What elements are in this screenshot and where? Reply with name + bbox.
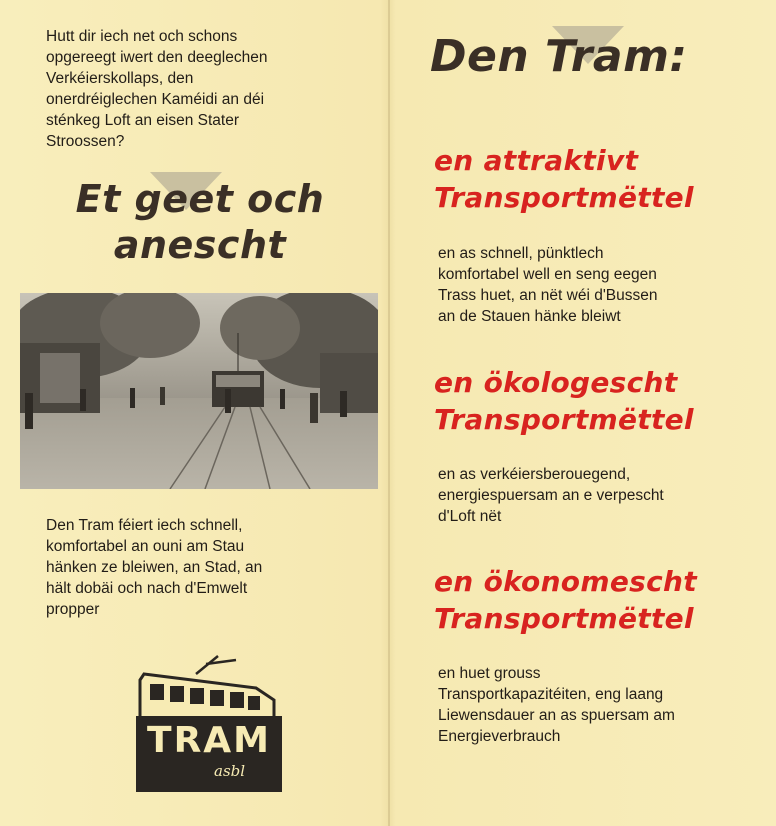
tram-street-photo xyxy=(20,293,378,489)
section-title-okonomesch xyxy=(434,563,764,637)
headline-line: Et geet och xyxy=(75,177,325,221)
intro-line: Stroossen? xyxy=(46,133,125,150)
body-line: Den Tram féiert iech schnell, xyxy=(46,517,243,534)
body-line: hänken ze bleiwen, an Stad, an xyxy=(46,559,263,576)
title-line: en attraktivt xyxy=(434,144,639,177)
title-line: Transportmëttel xyxy=(434,403,694,436)
desc-line: Energieverbrauch xyxy=(438,728,561,745)
title-line: Transportmëttel xyxy=(434,602,694,635)
desc-line: komfortabel well en seng eegen xyxy=(438,266,657,283)
desc-line: en as verkéiersberouegend, xyxy=(438,466,631,483)
title-line: Transportmëttel xyxy=(434,181,694,214)
fold-line xyxy=(388,0,390,826)
tram-asbl-logo xyxy=(136,654,282,794)
right-headline: Den Tram: xyxy=(430,31,688,82)
desc-line: d'Loft nët xyxy=(438,508,502,525)
intro-line: Hutt dir iech net och schons xyxy=(46,28,238,45)
desc-line: an de Stauen hänke bleiwt xyxy=(438,308,621,325)
desc-line: en huet grouss xyxy=(438,665,541,682)
desc-line: energiespuersam an e verpescht xyxy=(438,487,664,504)
intro-line: Verkéierskollaps, den xyxy=(46,70,194,87)
tram-car-icon xyxy=(136,654,282,724)
desc-line: Transportkapazitéiten, eng laang xyxy=(438,686,664,703)
section-desc-okonomesch xyxy=(438,663,758,747)
intro-line: sténkeg Loft an eisen Stater xyxy=(46,112,240,129)
body-line: hält dobäi och nach d'Emwelt xyxy=(46,580,248,597)
body-line: komfortabel an ouni am Stau xyxy=(46,538,245,555)
section-desc-okologesch xyxy=(438,464,758,527)
body-line: propper xyxy=(46,601,100,618)
intro-line: onerdréiglechen Kaméidi an déi xyxy=(46,91,265,108)
left-headline xyxy=(40,176,360,268)
intro-line: opgereegt iwert den deeglechen xyxy=(46,49,268,66)
desc-line: Trass huet, an nët wéi d'Bussen xyxy=(438,287,658,304)
title-line: en ökologescht xyxy=(434,366,678,399)
title-line: en ökonomescht xyxy=(434,565,697,598)
logo-word: TRAM xyxy=(147,720,271,761)
section-title-okologesch xyxy=(434,364,764,438)
intro-text xyxy=(46,26,376,152)
logo-subtitle: asbl xyxy=(214,762,246,780)
section-desc-attraktiv xyxy=(438,243,758,327)
desc-line: Liewensdauer an as spuersam am xyxy=(438,707,675,724)
headline-line: anescht xyxy=(113,223,287,267)
section-title-attraktiv xyxy=(434,142,764,216)
desc-line: en as schnell, pünktlech xyxy=(438,245,604,262)
left-body-text xyxy=(46,515,376,620)
